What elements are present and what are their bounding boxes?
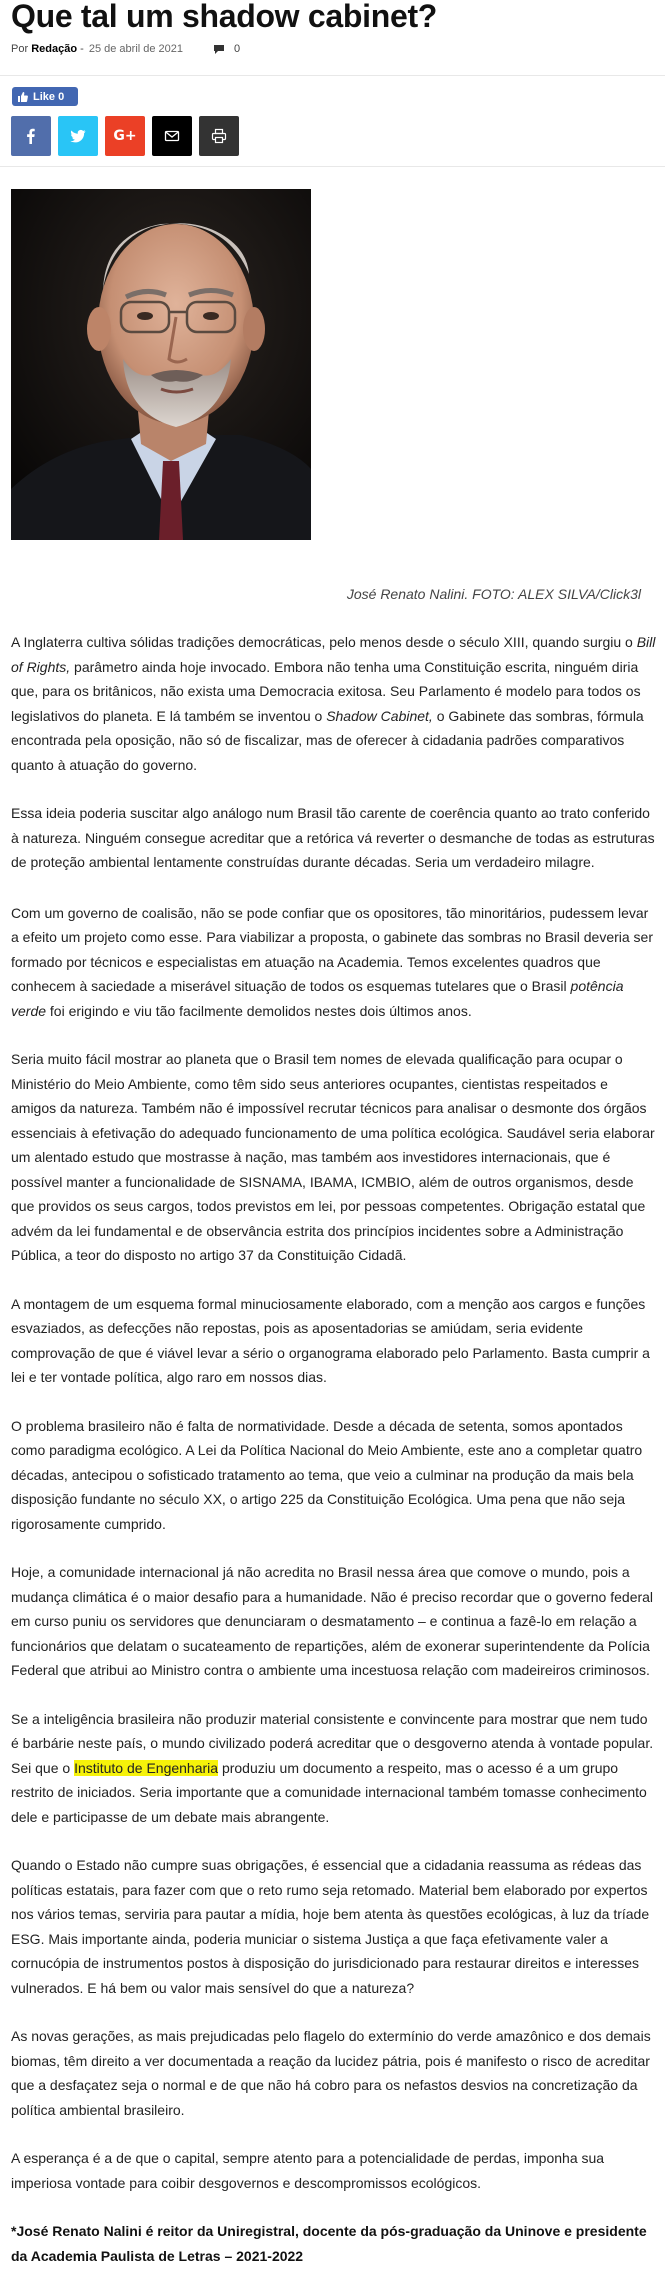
article-title: Que tal um shadow cabinet? bbox=[11, 0, 438, 34]
paragraph: Se a inteligência brasileira não produzir material consistente e convincente para mostrar que nem tudo é barbárie neste país, o mundo civilizado poderá acreditar que o desgoverno atenda à vontade popular. Sei que o Instituto de Engenharia produziu um documento a respeito, mas o acesso é a um grupo restrito de iniciados. Seria importante que a comunidade internacional também tomasse conhecimento dele e participasse de um debate mais abrangente. bbox=[11, 1710, 654, 1825]
article-meta bbox=[11, 43, 241, 55]
meta-separator: - bbox=[80, 43, 84, 55]
printer-icon bbox=[211, 128, 227, 144]
comments-count: 0 bbox=[234, 43, 241, 55]
like-label: Like 0 bbox=[33, 90, 65, 103]
author-link[interactable]: Redação bbox=[31, 43, 78, 55]
share-facebook-button[interactable] bbox=[11, 116, 51, 156]
author-photo bbox=[11, 189, 311, 540]
paragraph: Com um governo de coalisão, não se pode confiar que os opositores, tão minoritários, pudessem levar a efeito um projeto como esse. Para viabilizar a proposta, o gabinete das sombras no Brasil deveria ser formado por técnicos e especialistas em atuação na Academia. Temos excelentes quadros que conhecem à saciedade a miserável situação de todos os esquemas tutelares que o Brasil potência verde foi erigindo e viu tão facilmente demolidos nestes dois últimos anos. bbox=[11, 904, 654, 1019]
google-plus-icon: G+ bbox=[113, 128, 137, 144]
paragraph: A Inglaterra cultiva sólidas tradições democráticas, pelo menos desde o século XIII, quando surgiu o Bill of Rights, parâmetro ainda hoje invocado. Embora não tenha uma Constituição escrita, ninguém diria que, para os britânicos, não exista uma Democracia exitosa. Seu Parlamento é modelo para todos os legislativos do planeta. E lá também se inventou o Shadow Cabinet, o Gabinete das sombras, fórmula encontrada pela oposição, não só de fiscalizar, mas de oferecer à cidadania padrões comparativos quanto à atuação do governo. bbox=[11, 634, 656, 773]
paragraph: Seria muito fácil mostrar ao planeta que o Brasil tem nomes de elevada qualificação para ocupar o Ministério do Meio Ambiente, como têm sido seus anteriores ocupantes, cientistas respeitados e amigos da natureza. Também não é impossível recrutar técnicos para analisar o desmonte dos órgãos essenciais à efetivação do adequado funcionamento de uma política ecológica. Saudável seria elaborar um alentado estudo que mostrasse à nação, mas também aos investidores internacionais, que é possível manter a funcionalidade de SISNAMA, IBAMA, ICMBIO, além de outros organismos, desde que providos os seus cargos, todos previstos em lei, por pessoas competentes. Obrigação estatal que advém da lei fundamental e de observância estrita dos princípios incidentes sobre a Administração Pública, a teor do disposto no artigo 37 da Constituição Cidadã. bbox=[11, 1051, 655, 1263]
paragraph: O problema brasileiro não é falta de normatividade. Desde a década de setenta, somos apontados como paradigma ecológico. A Lei da Política Nacional do Meio Ambiente, este ano a completar quatro décadas, antecipou o sofisticado tratamento ao tema, que veio a culminar na produção da mais bela disposição fundante no século XX, o artigo 225 da Constituição Ecológica. Uma pena que não seja rigorosamente cumprido. bbox=[11, 1417, 643, 1532]
share-email-button[interactable] bbox=[152, 116, 192, 156]
image-caption: José Renato Nalini. FOTO: ALEX SILVA/Click3l bbox=[346, 586, 641, 602]
author-bio: *José Renato Nalini é reitor da Uniregistral, docente da pós-graduação da Uninove e presidente da Academia Paulista de Letras – 2021-2022 bbox=[11, 2223, 647, 2264]
instituto-de-engenharia-link[interactable]: Instituto de Engenharia bbox=[74, 1759, 219, 1776]
facebook-like-button[interactable] bbox=[12, 87, 78, 106]
comment-icon bbox=[213, 44, 225, 55]
comments-count-link[interactable] bbox=[213, 43, 240, 55]
paragraph: A montagem de um esquema formal minuciosamente elaborado, com a menção aos cargos e funções esvaziados, as defecções não repostas, pois as aposentadorias se amiúdam, seria evidente comprovação de que é viável levar a sério o organograma elaborado pelo Parlamento. Basta cumprir a lei e ter vontade política, algo raro em nossos dias. bbox=[11, 1295, 650, 1385]
paragraph: Quando o Estado não cumpre suas obrigações, é essencial que a cidadania reassuma as rédeas das políticas estatais, para fazer com que o reto rumo seja retomado. Material bem elaborado por expertos nos vários temas, serviria para pautar a mídia, hoje bem atenta às questões ecológicas, à luz da tríade ESG. Mais importante ainda, poderia municiar o sistema Justiça a que faça efetivamente valer a cornucópia de instrumentos postos à disposição do jurisdicionado para restaurar direitos e interesses vulnerados. E há bem ou valor mais sensível do que a natureza? bbox=[11, 1857, 650, 1996]
paragraph: Essa ideia poderia suscitar algo análogo num Brasil tão carente de coerência quanto ao trato conferido à natureza. Ninguém consegue acreditar que a retórica vá reverter o desmanche de todas as estruturas de proteção ambiental lentamente construídas durante décadas. Seria um verdadeiro milagre. bbox=[11, 805, 655, 870]
article-body bbox=[11, 630, 656, 2285]
share-twitter-button[interactable] bbox=[58, 116, 98, 156]
divider bbox=[0, 75, 665, 76]
facebook-icon bbox=[23, 128, 39, 144]
publish-date: 25 de abril de 2021 bbox=[88, 43, 184, 55]
paragraph: Hoje, a comunidade internacional já não acredita no Brasil nessa área que comove o mundo, pois a mudança climática é o maior desafio para a humanidade. Não é preciso recordar que o governo federal em curso puniu os servidores que denunciaram o desmatamento – e continua a fazê-lo em relação a funcionários que delatam o sucateamento de repartições, além de exonerar superintendente da Polícia Federal que atribui ao Ministro contra o ambiente uma incestuosa relação com madeireiros criminosos. bbox=[11, 1564, 654, 1678]
share-google-plus-button[interactable] bbox=[105, 116, 145, 156]
share-print-button[interactable] bbox=[199, 116, 239, 156]
share-buttons bbox=[11, 116, 239, 156]
twitter-icon bbox=[70, 128, 86, 144]
thumbs-up-icon bbox=[18, 92, 28, 102]
by-label: Por bbox=[11, 43, 29, 55]
divider bbox=[0, 166, 665, 167]
paragraph: A esperança é a de que o capital, sempre atento para a potencialidade de perdas, imponha sua imperiosa vontade para coibir desgovernos e descompromissos ecológicos. bbox=[11, 2150, 605, 2191]
envelope-icon bbox=[164, 128, 180, 144]
paragraph: As novas gerações, as mais prejudicadas pelo flagelo do extermínio do verde amazônico e dos demais biomas, têm direito a ver documentada a reação da lucidez pátria, pois é manifesto o risco de acreditar que a desfaçatez seja o normal e de que não há cobro para os nefastos desvios na concretização da política ambiental brasileiro. bbox=[11, 2028, 651, 2118]
